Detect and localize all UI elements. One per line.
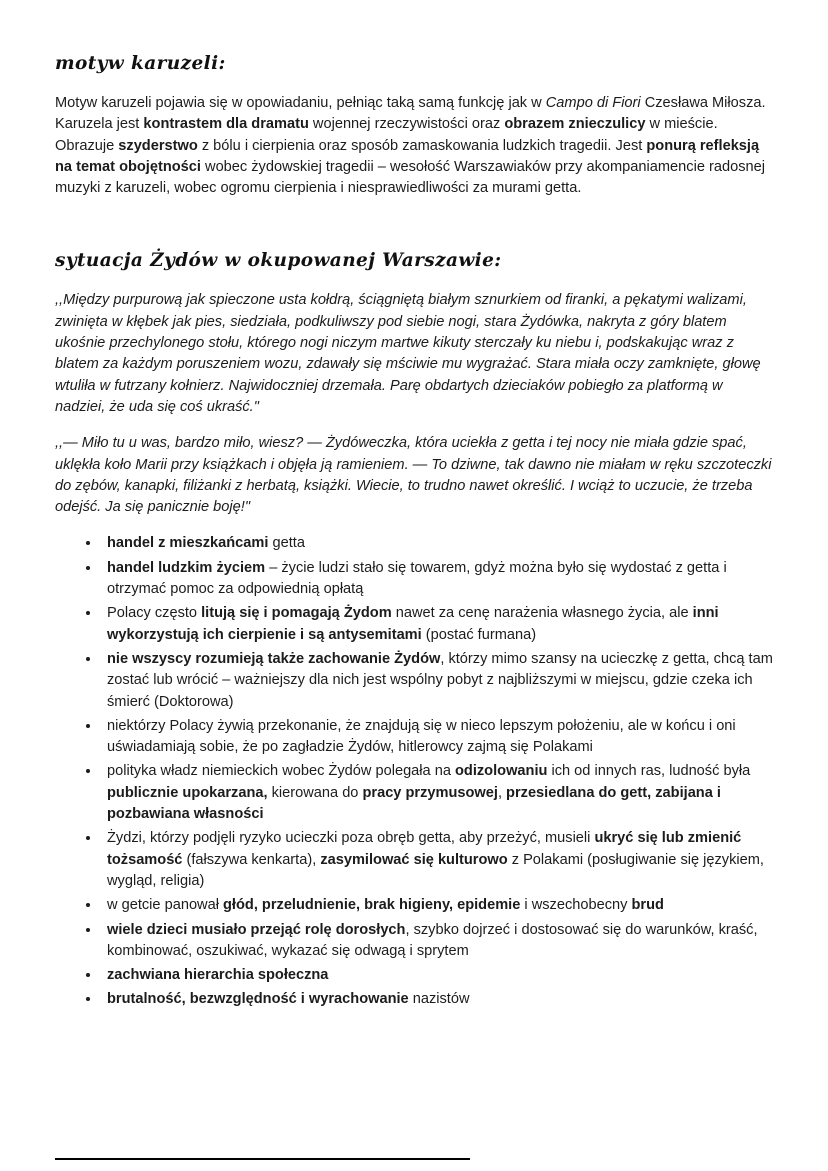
text-segment: nazistów	[408, 991, 470, 1008]
text-segment: obrazem znieczulicy	[504, 116, 646, 133]
list-item	[101, 965, 775, 986]
text-segment: polityka władz niemieckich wobec Żydów polegała na	[107, 763, 455, 780]
text-segment: Polacy często	[107, 605, 202, 622]
quote-jewish-girl: ,,— Miło tu u was, bardzo miło, wiesz? — Żydóweczka, która uciekła z getta i tej nocy nie miała gdzie spać, uklękła koło Marii przy książkach i objęła ją ramieniem. — To dziwne, tak dawno nie miałam w ręku szczoteczki do zębów, kanapki, filiżanki z herbatą, książki. Wiecie, to trudno nawet określić. I wciąż to uczucie, że trzeba odejść. Ja się panicznie boję!"	[55, 435, 772, 516]
text-segment: brud	[631, 897, 664, 914]
text-segment: handel ludzkim życiem	[107, 559, 266, 576]
text-segment: zachwiana hierarchia społeczna	[107, 967, 329, 984]
text-segment: ukryć się lub zmienić tożsamość	[107, 830, 742, 868]
text-segment: w getcie panował	[107, 897, 224, 914]
text-segment: (postać furmana)	[421, 626, 537, 643]
text-segment: handel z mieszkańcami	[107, 535, 269, 552]
text-segment: nie wszyscy rozumieją także zachowanie Żydów	[107, 650, 441, 667]
text-segment: ich od innych ras, ludność była	[547, 763, 751, 780]
section-jews-in-occupied-warsaw	[55, 247, 775, 1010]
text-segment: pracy przymusowej	[362, 784, 498, 801]
list-item	[101, 716, 775, 759]
list-item	[101, 558, 775, 601]
text-segment: niektórzy Polacy żywią przekonanie, że znajdują się w nieco lepszym położeniu, ale w końcu i oni uświadamiają sobie, że po zagładzie Żydów, hitlerowcy zajmą się Polakami	[107, 717, 736, 756]
text-segment: litują się i pomagają Żydom	[201, 605, 392, 622]
text-segment: ,	[497, 784, 507, 801]
text-segment: Czesława Miłosza. Karuzela jest	[55, 95, 766, 133]
carousel-motif-paragraph	[55, 93, 775, 199]
text-segment: wiele dzieci musiało przejąć rolę dorosłych	[107, 921, 406, 938]
text-segment: przesiedlana do gett, zabijana i pozbawiana własności	[107, 784, 721, 823]
quote-old-jewish-woman: ,,Między purpurową jak spieczone usta kołdrą, ściągniętą białym sznurkiem od firanki, a pękatymi walizami, zwinięta w kłębek jak pies, siedziała, podkuliwszy pod siebie nogi, stara Żydówka, nakryta z góry blatem ukośnie przechylonego stołu, którego nogi niczym martwe kikuty sterczały ku niebu i, podskakując wraz z blatem za każdym poruszeniem wozu, zdawały się mściwie mu wygrażać. Stara miała oczy zamknięte, głowę wtuliła w futrzany kołnierz. Najwidoczniej drzemała. Parę obdartych dzieciaków pobiegło za platformą w nadziei, że uda się coś ukraść."	[55, 292, 761, 415]
text-segment: (fałszywa kenkarta),	[182, 851, 321, 868]
section-heading-carousel-motif: motyw karuzeli:	[55, 53, 226, 74]
list-item	[101, 895, 775, 916]
text-segment: głód, przeludnienie, brak higieny, epidemie	[223, 897, 521, 914]
text-segment: wobec żydowskiej tragedii – wesołość Warszawiaków przy akompaniamencie radosnej muzyki z karuzeli, wobec ogromu cierpienia i niesprawiedliwości za murami getta.	[55, 158, 765, 197]
text-segment: inni wykorzystują ich cierpienie i są antysemitami	[107, 605, 719, 643]
text-segment: Motyw karuzeli pojawia się w opowiadaniu, pełniąc taką samą funkcję jak w	[55, 95, 546, 111]
bullet-list	[55, 533, 775, 1010]
text-segment: kontrastem dla dramatu	[143, 116, 309, 133]
list-item	[101, 989, 775, 1010]
text-segment: , którzy mimo szansy na ucieczkę z getta, chcą tam zostać lub wrócić – ważniejszy dla nich jest wspólny pobyt z najbliższymi w miejscu, gdzie czeka ich śmierć (Doktorowa)	[107, 650, 773, 710]
section-heading-jews-situation: sytuacja Żydów w okupowanej Warszawie:	[55, 250, 502, 272]
section-carousel-motif	[55, 50, 775, 199]
list-item	[101, 603, 775, 646]
text-segment: z bólu i cierpienia oraz sposób zamaskowania ludzkich tragedii. Jest	[197, 137, 647, 154]
list-item	[101, 533, 775, 554]
text-segment: , szybko dojrzeć i dostosować się do warunków, kraść, kombinować, oszukiwać, wykazać się odwagą i sprytem	[107, 921, 758, 959]
text-segment: getta	[268, 535, 305, 552]
text-segment: zasymilować się kulturowo	[320, 851, 508, 868]
text-segment: szyderstwo	[118, 137, 198, 154]
text-segment: wojennej rzeczywistości oraz	[308, 116, 505, 133]
text-segment: nawet za cenę narażenia własnego życia, ale	[391, 605, 693, 622]
text-segment: publicznie upokarzana,	[107, 784, 268, 801]
text-segment: brutalność, bezwzględność i wyrachowanie	[107, 991, 409, 1008]
text-segment: – życie ludzi stało się towarem, gdyż można było się wydostać z getta i otrzymać pomoc za odpowiednią opłatą	[107, 559, 727, 598]
text-segment: ponurą refleksją na temat obojętności	[55, 137, 760, 175]
text-segment: w mieście. Obrazuje	[55, 116, 718, 154]
text-segment: Żydzi, którzy podjęli ryzyko ucieczki poza obręb getta, aby przeżyć, musieli	[107, 830, 595, 847]
text-segment: kierowana do	[267, 784, 363, 801]
text-segment: i wszechobecny	[520, 897, 632, 914]
text-segment: odizolowaniu	[455, 763, 548, 780]
list-item	[101, 761, 775, 825]
list-item	[101, 828, 775, 892]
text-segment: Campo di Fiori	[545, 95, 641, 111]
text-segment: z Polakami (posługiwanie się językiem, wygląd, religia)	[107, 851, 764, 889]
list-item	[101, 649, 775, 713]
footer-divider-line	[55, 1158, 470, 1160]
list-item	[101, 920, 775, 963]
